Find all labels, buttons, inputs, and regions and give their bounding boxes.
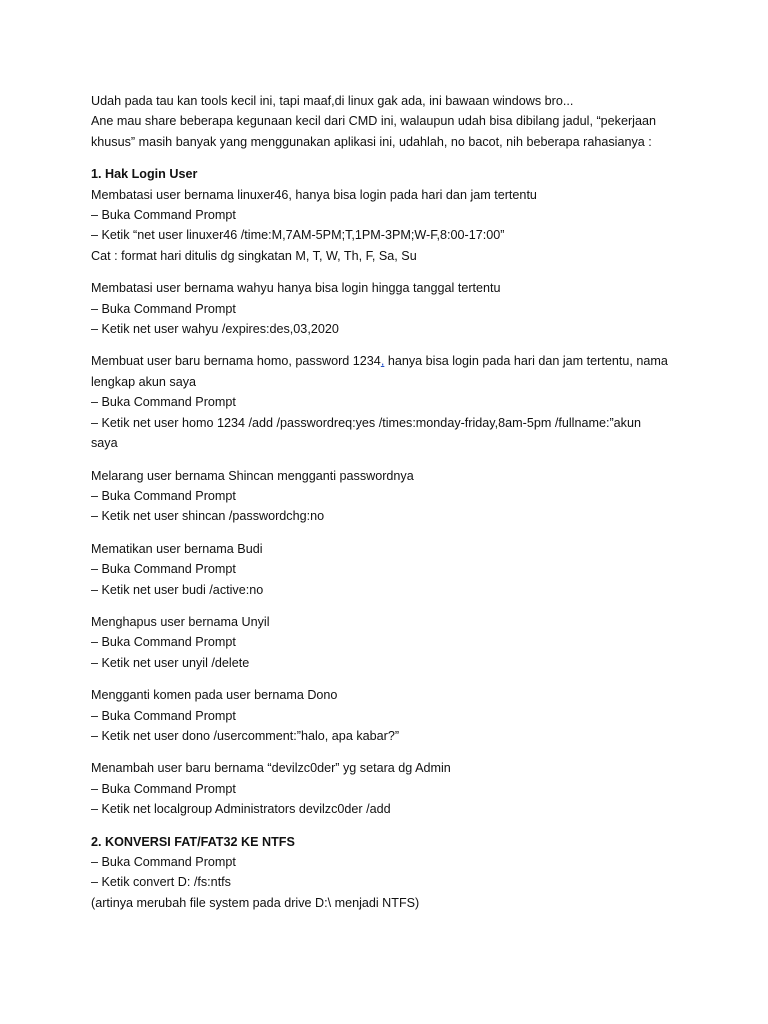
document-page xyxy=(91,91,691,925)
entry-text: – Ketik net user dono /usercomment:”halo, apa kabar?” xyxy=(91,728,400,743)
entry-text: – Ketik convert D: /fs:ntfs xyxy=(91,875,231,890)
intro-line-1: Udah pada tau kan tools kecil ini, tapi maaf,di linux gak ada, ini bawaan windows bro... xyxy=(91,94,574,108)
entry-text: – Buka Command Prompt xyxy=(91,395,236,410)
section-2-convert-ntfs xyxy=(91,832,691,914)
entry-text: Menghapus user bernama Unyil xyxy=(91,614,270,629)
entry-password-change xyxy=(91,466,691,527)
entry-text: – Ketik “net user linuxer46 /time:M,7AM-5PM;T,1PM-3PM;W-F,8:00-17:00” xyxy=(91,228,505,243)
entry-text: Mematikan user bernama Budi xyxy=(91,541,263,556)
entry-text: – Ketik net user shincan /passwordchg:no xyxy=(91,509,325,524)
entry-text: – Buka Command Prompt xyxy=(91,781,236,796)
entry-title-part-b: hanya bisa login pada hari dan jam tertentu, nama xyxy=(384,354,668,369)
entry-text: – Buka Command Prompt xyxy=(91,208,236,223)
entry-admin-group xyxy=(91,758,691,819)
entry-text: Melarang user bernama Shincan mengganti passwordnya xyxy=(91,468,414,483)
entry-text: – Ketik net user budi /active:no xyxy=(91,582,264,597)
entry-deactivate xyxy=(91,539,691,600)
entry-text: – Buka Command Prompt xyxy=(91,855,236,869)
entry-text: Cat : format hari ditulis dg singkatan M, T, W, Th, F, Sa, Su xyxy=(91,248,417,263)
entry-text: Membatasi user bernama wahyu hanya bisa login hingga tanggal tertentu xyxy=(91,281,501,296)
entry-add-user xyxy=(91,351,691,453)
intro-paragraph xyxy=(91,91,691,152)
entry-text: – Ketik net localgroup Administrators devilzc0der /add xyxy=(91,802,391,817)
entry-text: Membatasi user bernama linuxer46, hanya bisa login pada hari dan jam tertentu xyxy=(91,187,537,202)
entry-text: Menambah user baru bernama “devilzc0der” yg setara dg Admin xyxy=(91,761,451,776)
entry-text: – Buka Command Prompt xyxy=(91,708,236,723)
entry-title-part-a: Membuat user baru bernama homo, password 1234 xyxy=(91,354,381,369)
hyperlink-mark[interactable]: , xyxy=(380,354,385,369)
entry-title xyxy=(91,351,691,371)
intro-line-3: khusus” masih banyak yang menggunakan aplikasi ini, udahlah, no bacot, nih beberapa rahasianya : xyxy=(91,134,652,149)
entry-comment xyxy=(91,685,691,746)
entry-expires xyxy=(91,278,691,339)
entry-text: – Buka Command Prompt xyxy=(91,562,236,577)
entry-text: – Ketik net user unyil /delete xyxy=(91,655,250,670)
entry-text: (artinya merubah file system pada drive D:\ menjadi NTFS) xyxy=(91,895,420,910)
section-1-user-login xyxy=(91,164,691,266)
section-1-heading: 1. Hak Login User xyxy=(91,167,198,182)
section-2-heading: 2. KONVERSI FAT/FAT32 KE NTFS xyxy=(91,834,295,849)
entry-delete xyxy=(91,612,691,673)
entry-text: Mengganti komen pada user bernama Dono xyxy=(91,688,338,703)
entry-text: – Buka Command Prompt xyxy=(91,635,236,650)
entry-text: saya xyxy=(91,436,118,451)
entry-text: – Buka Command Prompt xyxy=(91,301,236,316)
intro-line-2: Ane mau share beberapa kegunaan kecil dari CMD ini, walaupun udah bisa dibilang jadul, “pekerjaan xyxy=(91,114,656,129)
entry-text: – Buka Command Prompt xyxy=(91,488,236,503)
entry-text: – Ketik net user homo 1234 /add /passwordreq:yes /times:monday-friday,8am-5pm /fullname:”akun xyxy=(91,415,641,430)
entry-title-continued: lengkap akun saya xyxy=(91,374,197,389)
entry-text: – Ketik net user wahyu /expires:des,03,2020 xyxy=(91,322,339,337)
